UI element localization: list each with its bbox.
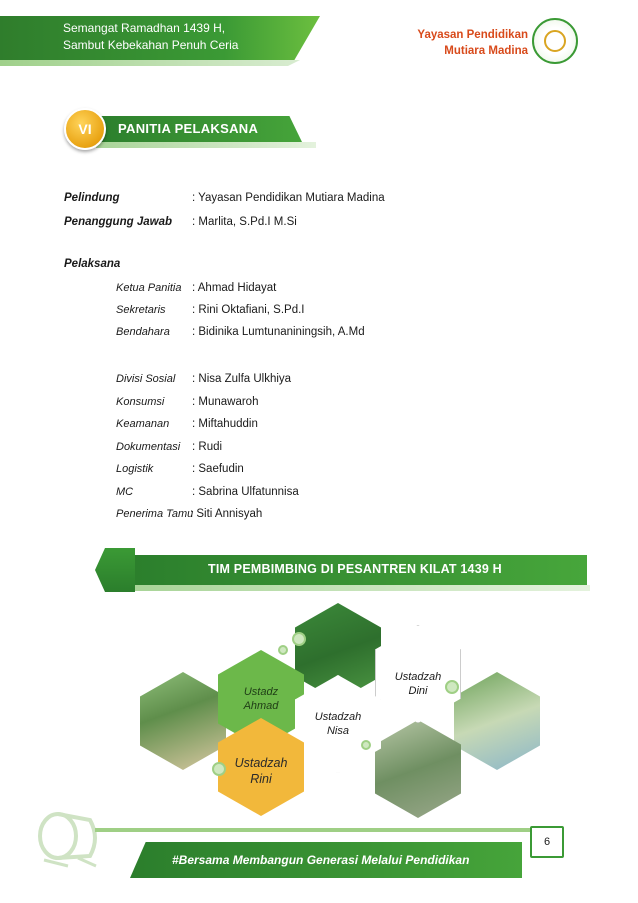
dini-name: Dini <box>408 685 428 697</box>
rini-title: Ustadzah <box>234 756 288 770</box>
decor-dot <box>278 645 288 655</box>
member-name: : Saefudin <box>192 463 244 475</box>
pelindung-value: : Yayasan Pendidikan Mutiara Madina <box>192 192 385 204</box>
pelindung-label: Pelindung <box>64 192 120 204</box>
member-name: : Bidinika Lumtunaniningsih, A.Md <box>192 326 365 338</box>
org-line-2: Mutiara Madina <box>444 45 528 57</box>
photo-dini <box>454 672 540 770</box>
org-line-1: Yayasan Pendidikan <box>417 29 528 41</box>
member-name: : Sabrina Ulfatunnisa <box>192 486 299 498</box>
nisa-title: Ustadzah <box>314 711 362 723</box>
footer-tagline: #Bersama Membangun Generasi Melalui Pendidikan <box>172 853 470 867</box>
label-ustadzah-nisa <box>295 675 381 773</box>
header-line-1: Semangat Ramadhan 1439 H, <box>63 21 226 35</box>
foundation-logo-icon <box>532 18 578 64</box>
member-role: Keamanan <box>116 418 170 430</box>
member-role: Konsumsi <box>116 396 165 408</box>
section-number-badge: VI <box>64 108 106 150</box>
decor-dot <box>445 680 459 694</box>
member-name: : Munawaroh <box>192 396 259 408</box>
tim-bar-shadow <box>130 585 590 591</box>
rini-name: Rini <box>250 772 272 786</box>
ahmad-name: Ahmad <box>243 700 279 712</box>
member-role: Bendahara <box>116 326 170 338</box>
pelaksana-label: Pelaksana <box>64 258 121 270</box>
section-title: PANITIA PELAKSANA <box>118 121 259 136</box>
ahmad-title: Ustadz <box>243 686 279 698</box>
header-band-shadow <box>0 60 300 66</box>
member-name: : Ahmad Hidayat <box>192 282 277 294</box>
member-role: Dokumentasi <box>116 441 181 453</box>
header-line-2: Sambut Kebekahan Penuh Ceria <box>63 38 239 52</box>
decor-dot <box>212 762 226 776</box>
page-number: 6 <box>530 826 564 858</box>
member-role: Penerima Tamu <box>116 508 194 520</box>
member-name: : Miftahuddin <box>192 418 258 430</box>
penanggung-label: Penanggung Jawab <box>64 216 172 228</box>
section-bar-shadow <box>96 142 316 148</box>
bedug-drum-icon <box>34 808 104 868</box>
photo-rini <box>140 672 226 770</box>
member-name: : Nisa Zulfa Ulkhiya <box>192 373 292 385</box>
decor-dot <box>361 740 371 750</box>
footer-line <box>95 828 530 832</box>
header-slogan <box>63 20 238 54</box>
dini-title: Ustadzah <box>394 671 442 683</box>
member-role: Divisi Sosial <box>116 373 176 385</box>
label-ustadzah-rini <box>218 722 304 820</box>
decor-dot <box>292 632 306 646</box>
member-name: : Rudi <box>192 441 223 453</box>
photo-nisa <box>375 720 461 818</box>
nisa-name: Nisa <box>326 725 349 737</box>
member-role: Ketua Panitia <box>116 282 182 294</box>
member-name: : Rini Oktafiani, S.Pd.I <box>192 304 305 316</box>
member-role: Logistik <box>116 463 154 475</box>
penanggung-value: : Marlita, S.Pd.I M.Si <box>192 216 297 228</box>
tim-title: TIM PEMBIMBING DI PESANTREN KILAT 1439 H <box>208 562 502 576</box>
organization-name <box>417 27 528 59</box>
tim-bar-tab <box>95 548 135 592</box>
member-role: Sekretaris <box>116 304 166 316</box>
member-name: : Siti Annisyah <box>190 508 263 520</box>
member-role: MC <box>116 486 134 498</box>
